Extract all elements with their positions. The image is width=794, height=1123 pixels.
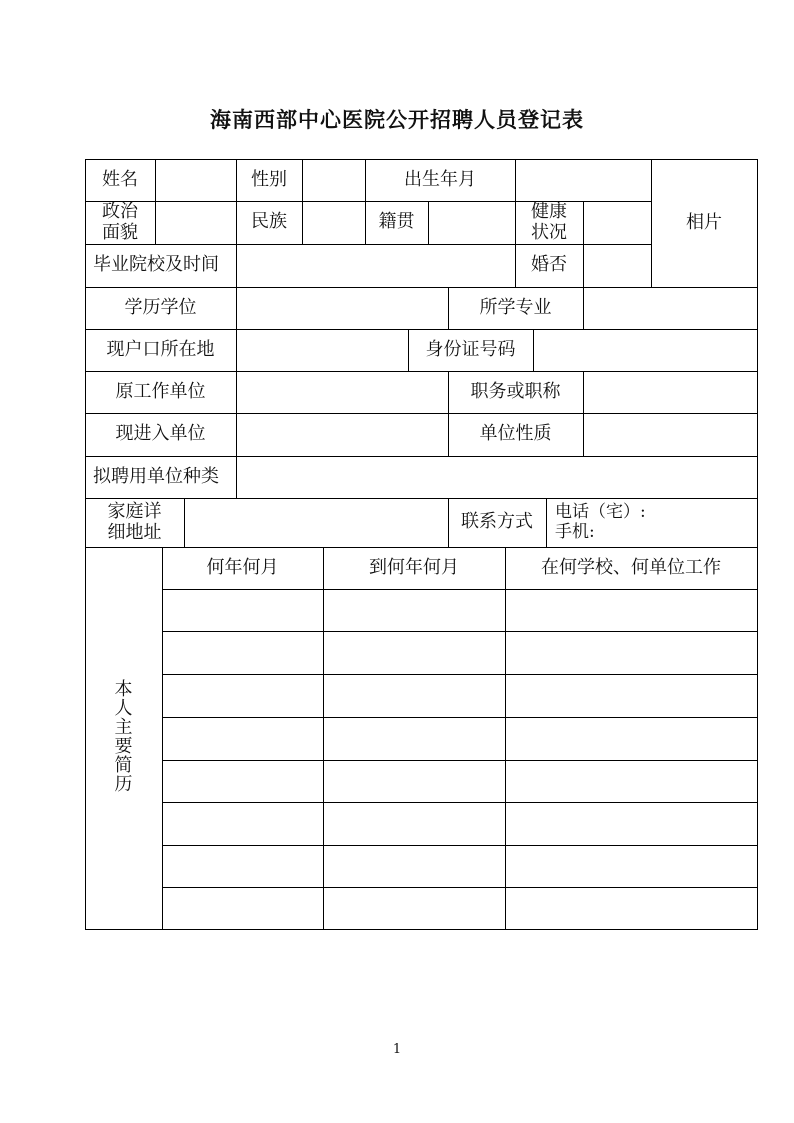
resume-to-field[interactable] [324,718,505,760]
resume-label-char: 本 [114,679,133,701]
employer-nature-field[interactable] [584,414,757,456]
title-rank-label: 职务或职称 [470,380,561,402]
resume-label-char: 历 [114,773,133,795]
health-field[interactable] [584,202,651,244]
phone-mobile-label: 手机: [555,522,595,542]
resume-label-char: 简 [114,754,133,776]
resume-from-field[interactable] [163,590,323,631]
name-field[interactable] [156,160,236,201]
native-place-field[interactable] [429,202,515,244]
resume-workplace-field[interactable] [506,803,757,845]
resume-to-field[interactable] [324,846,505,887]
id-number-label: 身份证号码 [425,338,516,360]
prev-employer-field[interactable] [237,372,448,413]
hukou-field[interactable] [237,330,408,371]
resume-from-field[interactable] [163,632,323,674]
marriage-field[interactable] [584,245,651,287]
resume-to-field[interactable] [324,675,505,717]
resume-to-field[interactable] [324,803,505,845]
photo-box[interactable]: 相片 [686,211,722,233]
address-label-line2: 细地址 [107,521,162,543]
resume-section-label [85,547,162,929]
ethnicity-field[interactable] [303,202,365,244]
major-label: 所学专业 [479,296,552,318]
education-label: 学历学位 [124,296,197,318]
name-label: 姓名 [102,168,138,190]
school-time-label: 毕业院校及时间 [93,254,219,276]
resume-to-field[interactable] [324,590,505,631]
new-employer-field[interactable] [237,414,448,456]
page-number: 1 [392,1042,402,1057]
school-time-field[interactable] [237,245,515,287]
address-label [85,498,184,547]
contact-label: 联系方式 [461,511,533,533]
resume-from-field[interactable] [163,675,323,717]
major-field[interactable] [584,288,757,329]
resume-from-field[interactable] [163,761,323,802]
grid-line [757,159,758,930]
political-status-label [85,201,155,244]
gender-field[interactable] [303,160,365,201]
birth-field[interactable] [516,160,651,201]
resume-label-char: 人 [114,698,133,720]
resume-workplace-field[interactable] [506,590,757,631]
resume-workplace-field[interactable] [506,718,757,760]
resume-to-field[interactable] [324,632,505,674]
political-status-label-line1: 政治 [102,200,138,222]
health-label-line2: 状况 [531,221,567,243]
page-title: 海南西部中心医院公开招聘人员登记表 [210,107,584,132]
health-label-line1: 健康 [531,200,567,222]
marriage-label: 婚否 [531,254,567,276]
resume-from-field[interactable] [163,888,323,929]
address-label-line1: 家庭详 [107,500,162,522]
political-status-label-line2: 面貌 [102,221,138,243]
resume-to-field[interactable] [324,888,505,929]
target-unit-type-label: 拟聘用单位种类 [93,465,219,487]
resume-workplace-field[interactable] [506,846,757,887]
resume-header-to: 到何年何月 [369,556,459,578]
title-rank-field[interactable] [584,372,757,413]
ethnicity-label: 民族 [251,211,287,233]
birth-label: 出生年月 [404,168,476,190]
resume-from-field[interactable] [163,718,323,760]
resume-workplace-field[interactable] [506,888,757,929]
id-number-field[interactable] [534,330,757,371]
gender-label: 性别 [251,168,287,190]
resume-workplace-field[interactable] [506,675,757,717]
new-employer-label: 现进入单位 [115,423,206,445]
hukou-label: 现户口所在地 [106,338,215,360]
political-status-field[interactable] [156,202,236,244]
target-unit-type-field[interactable] [237,457,757,498]
resume-header-from: 何年何月 [206,556,279,578]
native-place-label: 籍贯 [378,211,415,233]
resume-workplace-field[interactable] [506,761,757,802]
resume-header-workplace: 在何学校、何单位工作 [541,556,721,578]
address-field[interactable] [185,499,448,547]
education-field[interactable] [237,288,448,329]
grid-line [85,929,758,930]
resume-from-field[interactable] [163,846,323,887]
resume-to-field[interactable] [324,761,505,802]
resume-label-char: 要 [114,736,133,757]
phone-home-label: 电话（宅）: [555,502,646,523]
employer-nature-label: 单位性质 [479,423,552,445]
prev-employer-label: 原工作单位 [115,380,206,402]
health-label [515,201,583,244]
phone-field[interactable] [547,499,757,547]
resume-workplace-field[interactable] [506,632,757,674]
resume-from-field[interactable] [163,803,323,845]
resume-label-char: 主 [114,717,133,739]
